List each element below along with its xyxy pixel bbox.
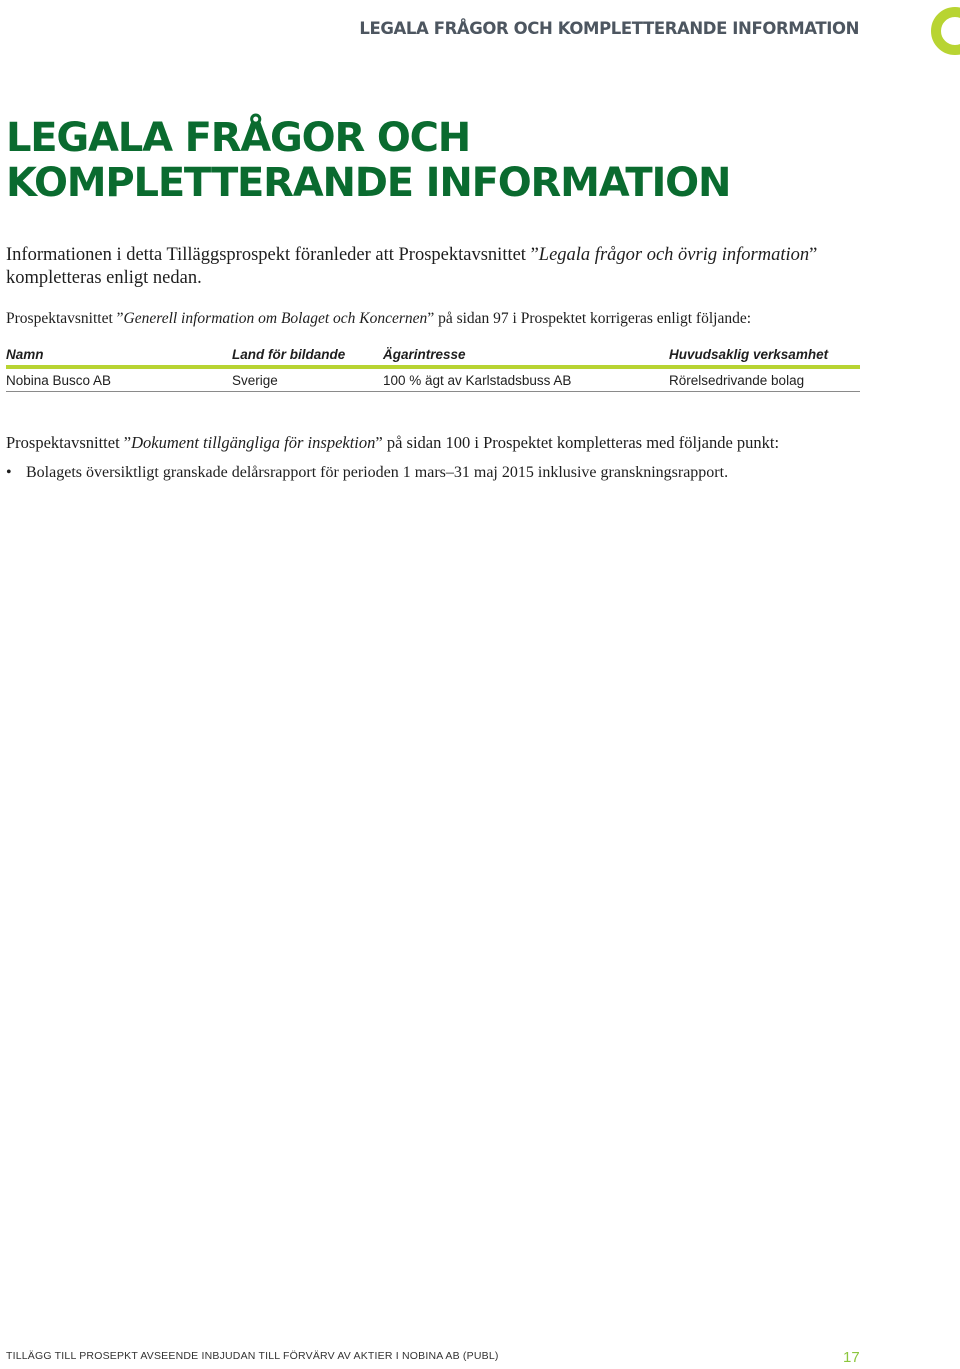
bullet-icon: • [6, 464, 12, 481]
column-header-land: Land för bildande [232, 347, 346, 362]
intro-paragraph: Informationen i detta Tilläggsprospekt föranleder att Prospektavsnittet ”Legala frågor och övrig information” kompletteras enligt nedan. [6, 245, 818, 288]
table-row [6, 371, 860, 391]
table-header-row [6, 345, 860, 365]
header-divider [6, 365, 860, 369]
subsidiary-table [6, 345, 860, 392]
page-number: 17 [843, 1349, 860, 1366]
column-header-agarintresse: Ägarintresse [383, 347, 466, 362]
cell-verksamhet: Rörelsedrivande bolag [669, 373, 805, 388]
list-item-text: Bolagets översiktligt granskade delårsrapport för perioden 1 mars–31 maj 2015 inklusive granskningsrapport. [26, 464, 729, 481]
list-item [6, 462, 906, 483]
section-note-documents: Prospektavsnittet ”Dokument tillgängliga för inspektion” på sidan 100 i Prospektet kompletteras med följande punkt: [6, 433, 780, 452]
row-divider [6, 391, 860, 392]
column-header-namn: Namn [6, 347, 44, 362]
column-header-verksamhet: Huvudsaklig verksamhet [669, 347, 829, 362]
section-note-general-info: Prospektavsnittet ”Generell information om Bolaget och Koncernen” på sidan 97 i Prospektet korrigeras enligt följande: [6, 310, 752, 327]
cell-namn: Nobina Busco AB [6, 373, 112, 388]
footer-text: TILLÄGG TILL PROSEPKT AVSEENDE INBJUDAN TILL FÖRVÄRV AV AKTIER I NOBINA AB (PUBL) [6, 1350, 499, 1362]
running-header: LEGALA FRÅGOR OCH KOMPLETTERANDE INFORMATION [359, 19, 859, 38]
logo-ring-icon [930, 6, 960, 56]
cell-land: Sverige [232, 373, 278, 388]
page-title: LEGALA FRÅGOR OCH KOMPLETTERANDE INFORMATION [6, 115, 731, 206]
cell-agarintresse: 100 % ägt av Karlstadsbuss AB [383, 373, 572, 388]
bullet-list [6, 462, 906, 483]
